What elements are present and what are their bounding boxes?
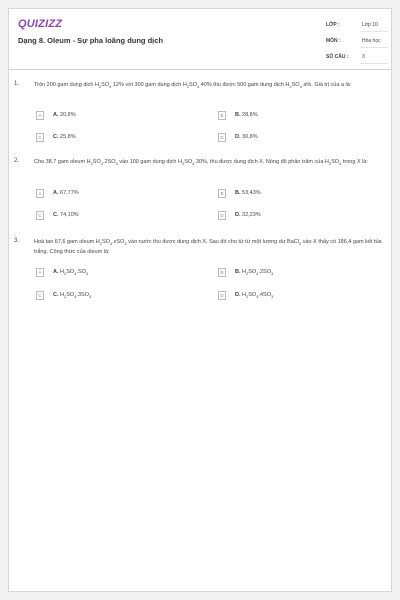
option-letter-box: C	[36, 211, 44, 220]
option-text: C. 74,10%	[53, 212, 79, 218]
option-text: A. 67,77%	[53, 190, 79, 196]
option-text: C. $H_2SO_4.3SO_3$	[53, 292, 92, 300]
option-letter-box: C	[36, 291, 44, 300]
meta-value-count: 3	[362, 54, 365, 60]
option-letter-box: B	[218, 268, 226, 277]
option-letter-box: A	[36, 268, 44, 277]
meta-row-count	[326, 51, 388, 67]
option-text: A. $H_2SO_4.SO_3$	[53, 269, 89, 277]
option-text: B. $H_2SO_4.2SO_3$	[235, 269, 274, 277]
option-letter-box: A	[36, 189, 44, 198]
worksheet-header	[9, 9, 391, 70]
meta-label-count: SỐ CÂU :	[326, 54, 349, 60]
option-letter-box: D	[218, 211, 226, 220]
option-letter-box: B	[218, 111, 226, 120]
question-text: Cho 38,7 gam oleum $H_2SO_4.2SO_3$ vào 100 gam dung dịch $H_2SO_4$ 30%, thu được dung dịch X. Nồng độ phần trăm của $H_2SO_4$ trong X là:	[34, 159, 368, 167]
worksheet-page	[8, 8, 392, 592]
option-letter-box: A	[36, 111, 44, 120]
option-letter-box: D	[218, 133, 226, 142]
meta-underline	[360, 47, 388, 48]
option-letter-box: C	[36, 133, 44, 142]
page-title: Dạng 8. Oleum - Sự pha loãng dung dịch	[18, 36, 164, 45]
question-number: 3.	[14, 238, 20, 244]
option-text: C. 25,8%	[53, 134, 76, 140]
meta-label-class: LỚP :	[326, 22, 340, 28]
option-text: B. 53,43%	[235, 190, 261, 196]
question-number: 2.	[14, 158, 20, 164]
meta-row-class	[326, 19, 388, 35]
question-number: 1.	[14, 81, 20, 87]
option-letter-box: B	[218, 189, 226, 198]
meta-value-subject: Hóa học	[362, 38, 381, 44]
meta-info	[326, 19, 388, 67]
option-letter-box: D	[218, 291, 226, 300]
question-text: Trộn 200 gam dung dịch $H_2SO_4$ 12% với 300 gam dung dịch $H_2SO_4$ 40% thu được 500 gam dung dịch $H_2SO_4$ a%. Giá trị của a là:	[34, 82, 352, 90]
meta-label-subject: MÔN :	[326, 38, 341, 44]
option-text: A. 20,8%	[53, 112, 76, 118]
meta-row-subject	[326, 35, 388, 51]
option-text: B. 28,8%	[235, 112, 258, 118]
meta-underline	[360, 63, 388, 64]
quizizz-logo[interactable]: QUIZIZZ	[18, 18, 63, 30]
question-text: Hoà tan 67,6 gam oleum $H_2SO_4.xSO_3$ vào nước thu được dung dịch X. Sau đó cho từ từ một lượng dư BaCl$_2$ vào X thấy có 186,4 gam kết tủa trắng. Công thức của oleum là:	[34, 239, 382, 256]
option-text: D. 32,23%	[235, 212, 261, 218]
option-text: D. 30,8%	[235, 134, 258, 140]
meta-underline	[360, 31, 388, 32]
meta-value-class: Lớp 10	[362, 22, 378, 28]
option-text: D. $H_2SO_4.4SO_3$	[235, 292, 274, 300]
